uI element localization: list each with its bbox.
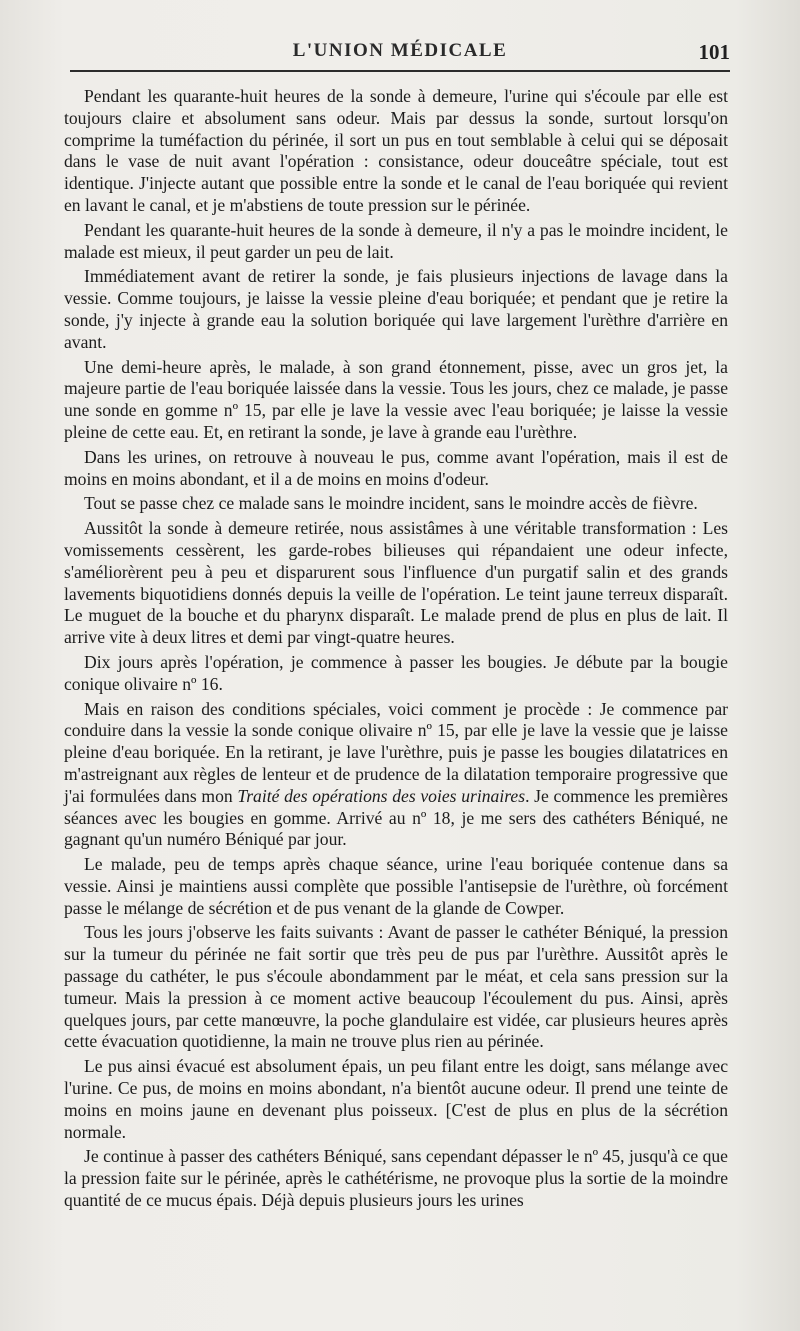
- header-rule: [70, 70, 730, 72]
- book-title: Traité des opérations des voies urinaires: [237, 785, 526, 806]
- paragraph-10: Le malade, peu de temps après chaque séance, urine l'eau boriquée contenue dans sa vessie. Ainsi je maintiens aussi complète que possible l'antisepsie de l'urèthre, où forcément passe le mélange de sécrétion et de pus venant de la glande de Cowper.: [64, 854, 728, 918]
- paragraph-12: Le pus ainsi évacué est absolument épais, un peu filant entre les doigt, sans mélange avec l'urine. Ce pus, de moins en moins abondant, n'a bientôt aucune odeur. Il prend une teinte de moins en moins jaune en devenant plus poisseux. [C'est de plus en plus de la sécrétion normale.: [64, 1056, 728, 1142]
- paragraph-1: Pendant les quarante-huit heures de la sonde à demeure, l'urine qui s'écoule par elle est toujours claire et absolument sans odeur. Mais par dessus la sonde, surtout lorsqu'on comprime la tuméfaction du périnée, il sort un pus en tout semblable à celui qui se déposait dans le vase de nuit avant l'opération : consistance, odeur douceâtre spéciale, tout est identique. J'injecte autant que possible entre la sonde et le canal de l'eau boriquée qui revient en lavant le canal, et je m'abstiens de toute pression sur le périnée.: [64, 86, 728, 215]
- paragraph-2: Pendant les quarante-huit heures de la sonde à demeure, il n'y a pas le moindre incident, le malade est mieux, il peut garder un peu de lait.: [64, 219, 728, 262]
- paragraph-9-text-end: . Je commence les premières séances avec les bougies en gomme. Arrivé au nº 18, je me sers des cathéters Béniqué, ne gagnant qu'un numéro Béniqué par jour.: [64, 785, 728, 850]
- paragraph-9-text: Mais en raison des conditions spéciales, voici comment je procède : Je commence par conduire dans la vessie la sonde conique olivaire nº 15, par elle je lave la vessie que je laisse pleine d'eau boriquée. En la retirant, je lave l'urèthre, puis je passe les bougies dilatatrices en m'astreignant aux règles de lenteur et de prudence de la dilatation temporaire progressive que j'ai formulées dans mon: [64, 698, 728, 806]
- paragraph-11: Tous les jours j'observe les faits suivants : Avant de passer le cathéter Béniqué, la pression sur la tumeur du périnée ne fait sortir que très peu de pus par l'urèthre. Aussitôt après le passage du cathéter, le pus s'écoule abondamment par le méat, et cela sans pression sur la tumeur. Mais la pression à ce moment active beaucoup l'écoulement du pus. Ainsi, après quelques jours, par cette manœuvre, la poche glandulaire est vidée, car plusieurs heures après cette évacuation quotidienne, la main ne trouve plus rien au périnée.: [64, 922, 728, 1052]
- running-title: L'UNION MÉDICALE: [292, 40, 508, 61]
- paragraph-7: Aussitôt la sonde à demeure retirée, nous assistâmes à une véritable transformation : Les vomissements cessèrent, les garde-robes bilieuses qui répandaient une odeur infecte, s'améliorèrent peu à peu et disparurent sous l'influence d'un purgatif salin et des grands lavements biquotidiens donnés depuis la veille de l'opération. Le teint jaune terreux disparaît. Le muguet de la bouche et du pharynx disparaît. Le malade prend de plus en plus de lait. Il arrive vite à deux litres et demi par vingt-quatre heures.: [64, 518, 728, 648]
- paragraph-5: Dans les urines, on retrouve à nouveau le pus, comme avant l'opération, mais il est de moins en moins abondant, et il a de moins en moins d'odeur.: [64, 446, 728, 489]
- paragraph-3: Immédiatement avant de retirer la sonde, je fais plusieurs injections de lavage dans la vessie. Comme toujours, je laisse la vessie pleine d'eau boriquée; et pendant que je retire la sonde, j'y injecte à grande eau la solution boriquée qui lave largement l'urèthre d'arrière en avant.: [64, 266, 728, 352]
- page-number: 101: [698, 40, 730, 64]
- paragraph-9: [64, 699, 728, 852]
- paragraph-8: Dix jours après l'opération, je commence à passer les bougies. Je débute par la bougie conique olivaire nº 16.: [64, 651, 728, 694]
- page-header: [0, 36, 800, 66]
- paragraph-4: Une demi-heure après, le malade, à son grand étonnement, pisse, avec un gros jet, la majeure partie de l'eau boriquée laissée dans la vessie. Tous les jours, chez ce malade, je passe une sonde en gomme nº 15, par elle je lave la vessie avec l'eau boriquée; je laisse la vessie pleine de cette eau. Et, en retirant la sonde, je lave à grande eau l'urèthre.: [64, 356, 728, 442]
- paragraph-6: Tout se passe chez ce malade sans le moindre incident, sans le moindre accès de fièvre.: [84, 493, 698, 514]
- body-text: [64, 86, 728, 1215]
- paragraph-13: Je continue à passer des cathéters Béniqué, sans cependant dépasser le nº 45, jusqu'à ce que la pression faite sur le périnée, après le cathétérisme, ne provoque plus la sortie de la moindre quantité de ce mucus épais. Déjà depuis plusieurs jours les urines: [64, 1146, 728, 1211]
